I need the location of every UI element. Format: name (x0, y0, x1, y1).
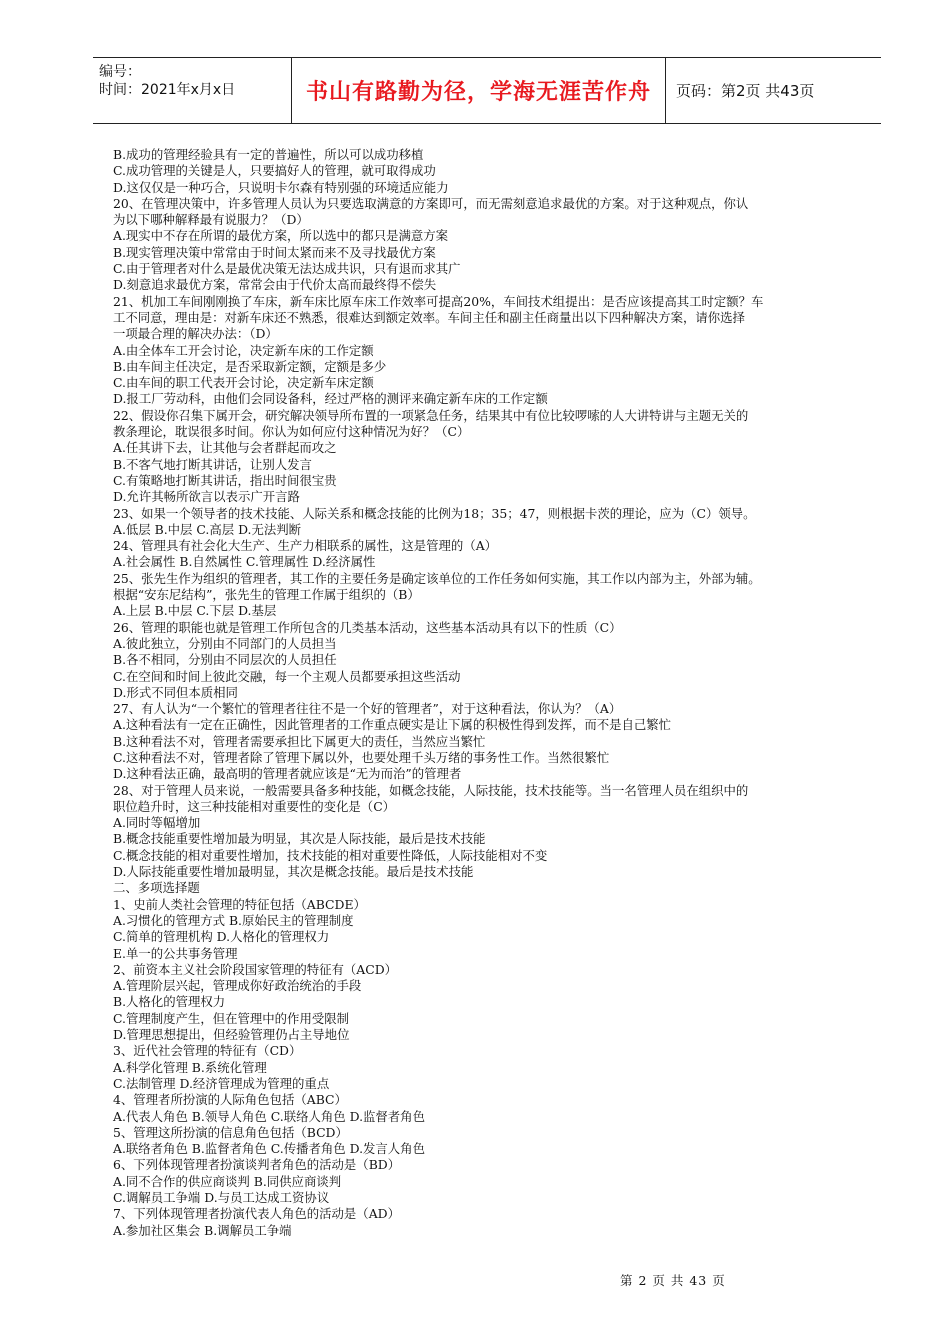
text-line: C.在空间和时间上彼此交融，每一个主观人员都要承担这些活动 (113, 668, 461, 684)
document-body (113, 147, 865, 1239)
text-line: 职位趋升时，这三种技能相对重要性的变化是（C） (113, 798, 396, 814)
text-line: B.这种看法不对，管理者需要承担比下属更大的责任，当然应当繁忙 (113, 733, 486, 749)
document-time-label: 时间：2021年x月x日 (99, 82, 236, 98)
text-line: C.有策略地打断其讲话，指出时间很宝贵 (113, 472, 337, 488)
header-motto: 书山有路勤为径，学海无涯苦作舟 (305, 80, 651, 105)
text-line: 22、假设你召集下属开会，研究解决领导所布置的一项紧急任务，结果其中有位比较啰嗦的人大讲特讲与主题无关的 (113, 407, 749, 423)
text-line: A.联络者角色 B.监督者角色 C.传播者角色 D.发言人角色 (113, 1141, 425, 1157)
text-line: 6、下列体现管理者扮演谈判者角色的活动是（BD） (113, 1157, 401, 1173)
text-line: 26、管理的职能也就是管理工作所包含的几类基本活动，这些基本活动具有以下的性质（C） (113, 619, 622, 635)
text-line: D.报工厂劳动科，由他们会同设备科，经过严格的测评来确定新车床的工作定额 (113, 391, 548, 407)
text-line: A.科学化管理 B.系统化管理 (113, 1059, 267, 1075)
text-line: 4、管理者所扮演的人际角色包括（ABC） (113, 1092, 347, 1108)
text-line: B.不客气地打断其讲话，让别人发言 (113, 456, 312, 472)
text-line: D.允许其畅所欲言以表示广开言路 (113, 489, 300, 505)
text-line: B.各不相同，分别由不同层次的人员担任 (113, 652, 337, 668)
text-line: A.由全体车工开会讨论，决定新车床的工作定额 (113, 342, 374, 358)
text-line: A.代表人角色 B.领导人角色 C.联络人角色 D.监督者角色 (113, 1108, 425, 1124)
text-line: C.简单的管理机构 D.人格化的管理权力 (113, 929, 330, 945)
text-line: C.这种看法不对，管理者除了管理下属以外，也要处理千头万绪的事务性工作。当然很繁忙 (113, 749, 610, 765)
text-line: A.低层 B.中层 C.高层 D.无法判断 (113, 521, 302, 537)
text-line: 28、对于管理人员来说，一般需要具备多种技能，如概念技能，人际技能，技术技能等。当一名管理人员在组织中的 (113, 782, 749, 798)
text-line: A.管理阶层兴起，管理成你好政治统治的手段 (113, 978, 362, 994)
text-line: 教条理论，耽误很多时间。你认为如何应付这种情况为好？（C） (113, 424, 470, 440)
text-line: 一项最合理的解决办法：（D） (113, 326, 278, 342)
text-line: C.由车间的职工代表开会讨论，决定新车床定额 (113, 375, 374, 391)
text-line: B.成功的管理经验具有一定的普遍性，所以可以成功移植 (113, 147, 424, 162)
text-line: C.调解员工争端 D.与员工达成工资协议 (113, 1190, 330, 1205)
text-line: A.任其讲下去，让其他与会者群起而攻之 (113, 440, 337, 456)
text-line: 1、史前人类社会管理的特征包括（ABCDE） (113, 896, 366, 912)
text-line: A.社会属性 B.自然属性 C.管理属性 D.经济属性 (113, 554, 376, 570)
text-line: D.刻意追求最优方案，常常会由于代价太高而最终得不偿失 (113, 277, 437, 293)
header-page-info: 页码：第2页 共43页 (676, 82, 815, 100)
text-line: 27、有人认为“一个繁忙的管理者往往不是一个好的管理者”，对于这种看法，你认为？（A） (113, 701, 622, 717)
text-line: 20、在管理决策中，许多管理人员认为只要选取满意的方案即可，而无需刻意追求最优的方案。对于这种观点，你认 (113, 195, 749, 211)
text-line: 3、近代社会管理的特征有（CD） (113, 1043, 302, 1059)
text-line: A.习惯化的管理方式 B.原始民主的管理制度 (113, 912, 354, 928)
header-meta (93, 58, 292, 123)
text-line: A.同时等幅增加 (113, 815, 201, 831)
text-line: D.这种看法正确，最高明的管理者就应该是“无为而治”的管理者 (113, 766, 462, 782)
text-line: B.现实管理决策中常常由于时间太紧而来不及寻找最优方案 (113, 244, 436, 260)
text-line: C.概念技能的相对重要性增加，技术技能的相对重要性降低，人际技能相对不变 (113, 847, 548, 863)
text-line: D.形式不同但本质相同 (113, 684, 238, 700)
text-line: C.管理制度产生，但在管理中的作用受限制 (113, 1010, 350, 1026)
document-number-label: 编号： (99, 64, 141, 80)
page-header (93, 57, 881, 124)
text-line: A.彼此独立，分别由不同部门的人员担当 (113, 635, 337, 651)
text-line: B.人格化的管理权力 (113, 994, 226, 1010)
text-line: 2、前资本主义社会阶段国家管理的特征有（ACD） (113, 961, 398, 977)
text-line: E.单一的公共事务管理 (113, 945, 238, 961)
text-line: A.上层 B.中层 C.下层 D.基层 (113, 603, 277, 619)
text-line: D.管理思想提出，但经验管理仍占主导地位 (113, 1027, 350, 1043)
text-line: 24、管理具有社会化大生产、生产力相联系的属性，这是管理的（A） (113, 538, 498, 554)
text-line: 工不同意，理由是：对新车床还不熟悉，很难达到额定效率。车间主任和副主任商量出以下四种解决方案，请你选择 (113, 309, 745, 325)
text-line: A.这种看法有一定在正确性，因此管理者的工作重点硬实是让下属的积极性得到发挥，而不是自己繁忙 (113, 717, 672, 733)
text-line: A.现实中不存在所谓的最优方案，所以选中的都只是满意方案 (113, 228, 449, 244)
text-line: A.同不合作的供应商谈判 B.同供应商谈判 (113, 1173, 342, 1189)
text-line: 25、张先生作为组织的管理者，其工作的主要任务是确定该单位的工作任务如何实施，其工作以内部为主，外部为辅。 (113, 570, 761, 586)
text-line: 21、机加工车间刚刚换了车床，新车床比原车床工作效率可提高20%，车间技术组提出：是否应该提高其工时定额？车 (113, 293, 764, 309)
text-line: 为以下哪种解释最有说服力？（D） (113, 212, 309, 228)
text-line: 23、如果一个领导者的技术技能、人际关系和概念技能的比例为18；35；47，则根据卡茨的理论，应为（C）领导。 (113, 505, 756, 521)
text-line: B.概念技能重要性增加最为明显，其次是人际技能，最后是技术技能 (113, 831, 486, 847)
text-line: 二、多项选择题 (113, 880, 200, 896)
header-motto-cell (292, 58, 666, 123)
text-line: 根据“安东尼结构”，张先生的管理工作属于组织的（B） (113, 587, 420, 603)
text-line: D.这仅仅是一种巧合，只说明卡尔森有特别强的环境适应能力 (113, 179, 449, 195)
text-line: D.人际技能重要性增加最明显，其次是概念技能。最后是技术技能 (113, 864, 474, 880)
text-line: C.成功管理的关键是人，只要搞好人的管理，就可取得成功 (113, 163, 436, 179)
text-line: B.由车间主任决定，是否采取新定额，定额是多少 (113, 358, 387, 374)
text-line: A.参加社区集会 B.调解员工争端 (113, 1222, 292, 1238)
text-line: C.法制管理 D.经济管理成为管理的重点 (113, 1075, 330, 1091)
page-footer: 第 2 页 共 43 页 (620, 1273, 726, 1288)
text-line: C.由于管理者对什么是最优决策无法达成共识，只有退而求其广 (113, 261, 461, 277)
header-page-info-cell (666, 58, 881, 123)
text-line: 5、管理这所扮演的信息角色包括（BCD） (113, 1124, 348, 1140)
text-line: 7、下列体现管理者扮演代表人角色的活动是（AD） (113, 1206, 400, 1222)
